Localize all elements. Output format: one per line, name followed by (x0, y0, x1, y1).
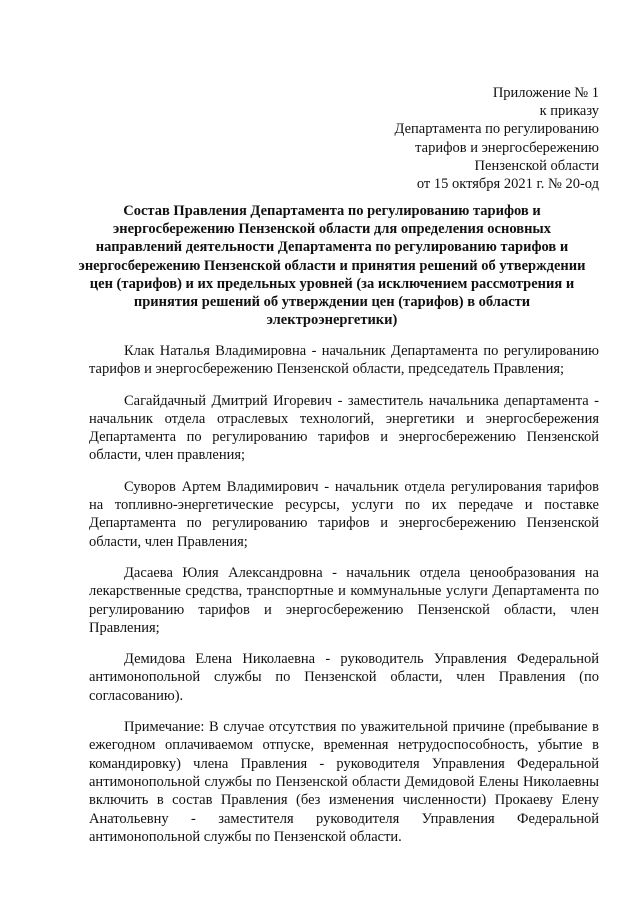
appendix-department-line-1: Департамента по регулированию (394, 121, 599, 138)
note-paragraph: Примечание: В случае отсутствия по уважительной причине (пребывание в ежегодном оплачиваемом отпуске, временная нетрудоспособность, убытие в командировку) члена Правления - руководителя Управления Федеральной антимонопольной службы по Пензенской области Демидовой Елены Николаевны включить в состав Правления (без изменения численности) Прокаеву Елену Анатольевну - заместителя руководителя Управления Федеральной антимонопольной службы по Пензенской области. (89, 719, 599, 845)
appendix-header (319, 84, 599, 193)
member-paragraph-suvorov: Суворов Артем Владимирович - начальник отдела регулирования тарифов на топливно-энергетические ресурсы, услуги по их передаче и поставке Департамента по регулированию тарифов и энергосбережению Пензенской области, член Правления; (89, 478, 599, 550)
document-body (89, 342, 599, 859)
member-paragraph-demidova: Демидова Елена Николаевна - руководитель Управления Федеральной антимонопольной службы по Пензенской области, член Правления (по согласованию). (89, 651, 599, 704)
appendix-department-line-2: тарифов и энергосбережению (415, 139, 599, 156)
appendix-number: Приложение № 1 (492, 85, 599, 101)
appendix-date-number: от 15 октября 2021 г. № 20-од (416, 176, 599, 193)
member-paragraph-sagaidachny: Сагайдачный Дмитрий Игоревич - заместитель начальника департамента - начальник отдела отраслевых технологий, энергетики и энергосбережения Департамента по регулированию тарифов и энергосбережению Пензенской области, член правления; (89, 392, 599, 464)
member-paragraph-dasaeva: Дасаева Юлия Александровна - начальник отдела ценообразования на лекарственные средства, транспортные и коммунальные услуги Департамента по регулированию тарифов и энергосбережению Пензенской области, член Правления; (89, 564, 599, 636)
member-paragraph-klak: Клак Наталья Владимировна - начальник Департамента по регулированию тарифов и энергосбережению Пензенской области, председатель Правления; (89, 343, 599, 378)
appendix-order-ref: к приказу (539, 103, 599, 120)
document-title: Состав Правления Департамента по регулированию тарифов и энергосбережению Пензенской области для определения основных направлений деятельности Департамента по регулированию тарифов и энергосбережению Пензенской области и принятия решений об утверждении цен (тарифов) и их предельных уровней (за исключением рассмотрения и принятия решений об утверждении цен (тарифов) в области электроэнергетики) (78, 203, 586, 329)
appendix-region: Пензенской области (474, 157, 599, 174)
